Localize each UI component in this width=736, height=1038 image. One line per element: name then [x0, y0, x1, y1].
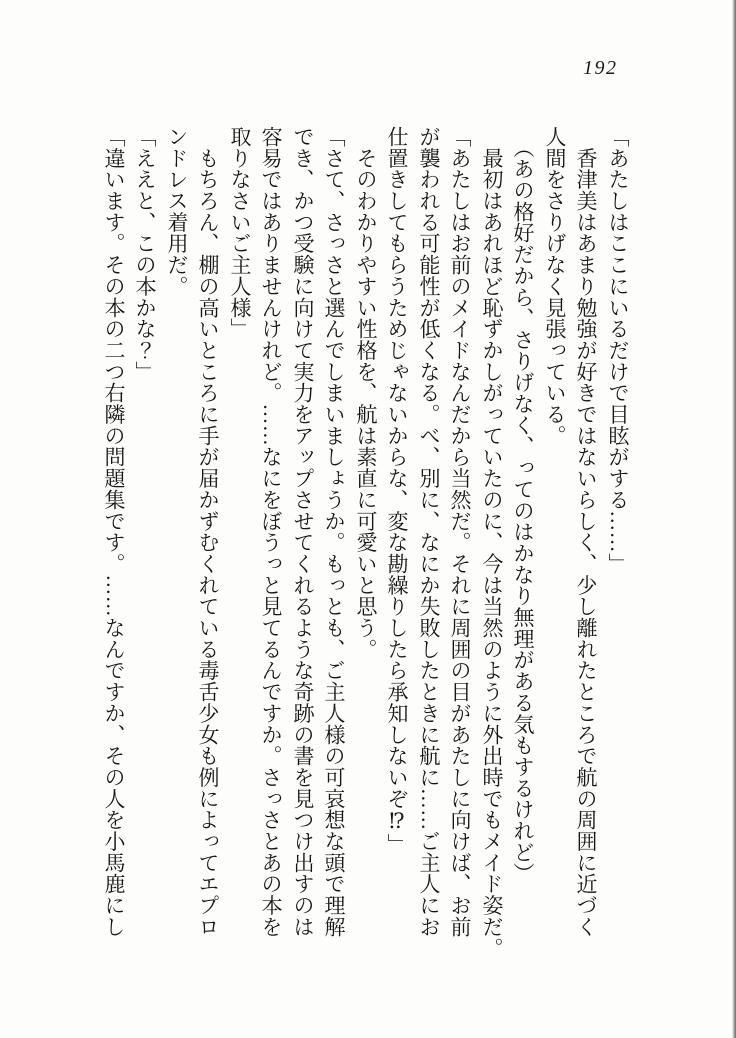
text-column: 人間をさりげなく見張っている。: [543, 126, 567, 447]
text-column: でき、かつ受験に向けて実力をアップさせてくれるような奇跡の書を見つけ出すのは: [291, 126, 315, 938]
text-column: が襲われる可能性が低くなる。べ、別に、なにか失敗したときに航に……ご主人にお: [417, 126, 441, 938]
text-column: 香津美はあまり勉強が好きではないらしく、少し離れたところで航の周囲に近づく: [574, 126, 598, 938]
text-column: 最初はあれほど恥ずかしがっていたのに、今は当然のように外出時でもメイド姿だ。: [480, 126, 504, 959]
text-column: もちろん、棚の高いところに手が届かずむくれている毒舌少女も例によってエプロ: [196, 126, 220, 938]
text-column: 「違います。その本の二つ右隣の問題集です。……なんですか、その人を小馬鹿にし: [102, 126, 126, 938]
text-column: ンドレス着用だ。: [165, 126, 189, 297]
text-column: 容易ではありませんけれど。……なにをぼうっと見てるんですか。さっさとあの本を: [259, 126, 283, 938]
text-column: 仕置きしてもらうためじゃないからな、変な勘繰りしたら承知しないぞ⁉」: [385, 126, 409, 855]
text-column: （あの格好だから、さりげなく、ってのはかなり無理がある気もするけれど）: [511, 126, 535, 885]
text-column: 「さて、さっさと選んでしまいましょうか。もっとも、ご主人様の可哀想な頭で理解: [322, 126, 346, 938]
text-column: 「ええと、この本かな？」: [133, 126, 157, 383]
text-column: 取りなさいご主人様」: [228, 126, 252, 340]
text-column: 「あたしはお前のメイドなんだから当然だ。それに周囲の目があたしに向けば、お前: [448, 126, 472, 938]
text-column: 「あたしはここにいるだけで目眩がする……」: [606, 126, 630, 575]
page-number: 192: [583, 57, 618, 79]
scan-edge-shadow: [732, 0, 736, 1038]
text-column: そのわかりやすい性格を、航は素直に可愛いと思う。: [354, 126, 378, 660]
